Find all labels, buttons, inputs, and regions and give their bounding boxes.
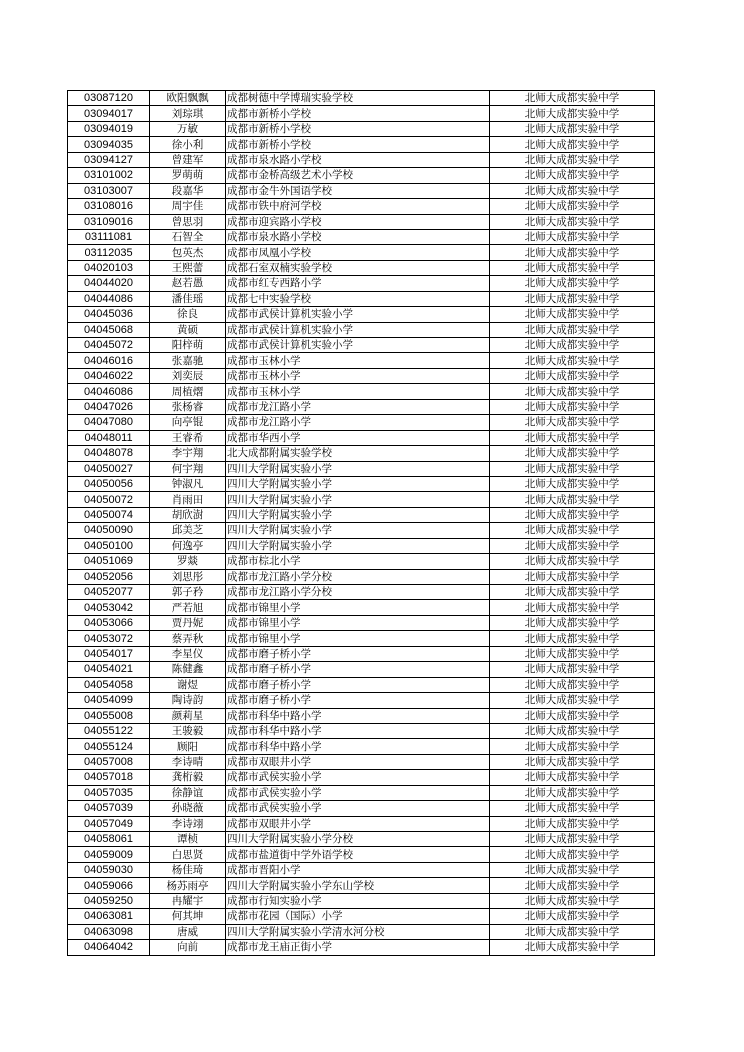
table-row (68, 646, 655, 661)
student-name-cell: 王熙蕾 (150, 260, 226, 275)
student-name-cell: 王睿希 (150, 430, 226, 445)
school-cell: 成都市武侯计算机实验小学 (226, 307, 490, 322)
student-id-cell: 04044086 (68, 291, 150, 306)
student-name-cell: 钟淑凡 (150, 476, 226, 491)
school-cell: 成都市迎宾路小学校 (226, 214, 490, 229)
school-cell: 成都树德中学博瑞实验学校 (226, 91, 490, 106)
destination-cell: 北师大成都实验中学 (490, 600, 655, 615)
destination-cell: 北师大成都实验中学 (490, 214, 655, 229)
table-row (68, 600, 655, 615)
student-name-cell: 罗燚 (150, 554, 226, 569)
table-row (68, 353, 655, 368)
destination-cell: 北师大成都实验中学 (490, 368, 655, 383)
destination-cell: 北师大成都实验中学 (490, 260, 655, 275)
student-name-cell: 向亭锟 (150, 415, 226, 430)
school-cell: 成都市磨子桥小学 (226, 662, 490, 677)
student-id-cell: 04045036 (68, 307, 150, 322)
table-row (68, 770, 655, 785)
school-cell: 四川大学附属实验小学 (226, 492, 490, 507)
destination-cell: 北师大成都实验中学 (490, 322, 655, 337)
table-row (68, 538, 655, 553)
school-cell: 成都市新桥小学校 (226, 106, 490, 121)
student-id-cell: 04046016 (68, 353, 150, 368)
school-cell: 成都市磨子桥小学 (226, 646, 490, 661)
destination-cell: 北师大成都实验中学 (490, 168, 655, 183)
school-cell: 成都市泉水路小学校 (226, 229, 490, 244)
table-row (68, 909, 655, 924)
school-cell: 四川大学附属实验小学 (226, 476, 490, 491)
student-id-cell: 03094035 (68, 137, 150, 152)
destination-cell: 北师大成都实验中学 (490, 291, 655, 306)
school-cell: 成都市金桥高级艺术小学校 (226, 168, 490, 183)
student-name-cell: 严若旭 (150, 600, 226, 615)
student-id-cell: 03094017 (68, 106, 150, 121)
student-id-cell: 04063081 (68, 909, 150, 924)
school-cell: 成都市铁中府河学校 (226, 199, 490, 214)
table-row (68, 677, 655, 692)
student-name-cell: 周植熠 (150, 384, 226, 399)
student-id-cell: 03109016 (68, 214, 150, 229)
student-id-cell: 04055008 (68, 708, 150, 723)
school-cell: 成都市泉水路小学校 (226, 152, 490, 167)
student-name-cell: 赵若愚 (150, 276, 226, 291)
student-id-cell: 04050074 (68, 507, 150, 522)
table-row (68, 229, 655, 244)
destination-cell: 北师大成都实验中学 (490, 523, 655, 538)
school-cell: 四川大学附属实验小学 (226, 461, 490, 476)
student-id-cell: 03087120 (68, 91, 150, 106)
school-cell: 成都市锦里小学 (226, 600, 490, 615)
student-name-cell: 贾丹妮 (150, 615, 226, 630)
table-row (68, 338, 655, 353)
student-id-cell: 03103007 (68, 183, 150, 198)
table-row (68, 754, 655, 769)
destination-cell: 北师大成都实验中学 (490, 832, 655, 847)
table-row (68, 152, 655, 167)
school-cell: 成都石室双楠实验学校 (226, 260, 490, 275)
school-cell: 成都市行知实验小学 (226, 893, 490, 908)
destination-cell: 北师大成都实验中学 (490, 847, 655, 862)
student-id-cell: 04050027 (68, 461, 150, 476)
table-row (68, 585, 655, 600)
destination-cell: 北师大成都实验中学 (490, 693, 655, 708)
student-name-cell: 黄硕 (150, 322, 226, 337)
destination-cell: 北师大成都实验中学 (490, 245, 655, 260)
destination-cell: 北师大成都实验中学 (490, 476, 655, 491)
student-id-cell: 04048011 (68, 430, 150, 445)
student-name-cell: 李诗翊 (150, 816, 226, 831)
student-id-cell: 04050090 (68, 523, 150, 538)
student-name-cell: 曾思羽 (150, 214, 226, 229)
table-row (68, 816, 655, 831)
destination-cell: 北师大成都实验中学 (490, 801, 655, 816)
student-id-cell: 04055124 (68, 739, 150, 754)
student-id-cell: 04044020 (68, 276, 150, 291)
student-name-cell: 陈健鑫 (150, 662, 226, 677)
student-id-cell: 04057039 (68, 801, 150, 816)
table-row (68, 862, 655, 877)
destination-cell: 北师大成都实验中学 (490, 785, 655, 800)
student-name-cell: 颜莉星 (150, 708, 226, 723)
destination-cell: 北师大成都实验中学 (490, 338, 655, 353)
destination-cell: 北师大成都实验中学 (490, 415, 655, 430)
student-name-cell: 阳梓萌 (150, 338, 226, 353)
destination-cell: 北师大成都实验中学 (490, 723, 655, 738)
student-id-cell: 04057035 (68, 785, 150, 800)
student-name-cell: 谢煜 (150, 677, 226, 692)
student-table (67, 90, 655, 956)
student-name-cell: 周宇佳 (150, 199, 226, 214)
student-name-cell: 张嘉驰 (150, 353, 226, 368)
student-name-cell: 唐威 (150, 924, 226, 939)
school-cell: 四川大学附属实验小学 (226, 507, 490, 522)
destination-cell: 北师大成都实验中学 (490, 909, 655, 924)
destination-cell: 北师大成都实验中学 (490, 152, 655, 167)
table-row (68, 368, 655, 383)
school-cell: 成都市红专西路小学 (226, 276, 490, 291)
destination-cell: 北师大成都实验中学 (490, 940, 655, 955)
student-id-cell: 04052056 (68, 569, 150, 584)
destination-cell: 北师大成都实验中学 (490, 446, 655, 461)
school-cell: 成都市磨子桥小学 (226, 693, 490, 708)
table-row (68, 693, 655, 708)
destination-cell: 北师大成都实验中学 (490, 554, 655, 569)
school-cell: 成都市凤凰小学校 (226, 245, 490, 260)
destination-cell: 北师大成都实验中学 (490, 199, 655, 214)
table-row (68, 199, 655, 214)
student-id-cell: 04064042 (68, 940, 150, 955)
student-id-cell: 04047080 (68, 415, 150, 430)
destination-cell: 北师大成都实验中学 (490, 384, 655, 399)
student-id-cell: 04047026 (68, 399, 150, 414)
student-name-cell: 蔡弄秋 (150, 631, 226, 646)
table-row (68, 569, 655, 584)
student-id-cell: 04054017 (68, 646, 150, 661)
school-cell: 成都市龙江路小学分校 (226, 585, 490, 600)
destination-cell: 北师大成都实验中学 (490, 137, 655, 152)
student-id-cell: 04050100 (68, 538, 150, 553)
student-id-cell: 04054021 (68, 662, 150, 677)
destination-cell: 北师大成都实验中学 (490, 615, 655, 630)
student-id-cell: 03108016 (68, 199, 150, 214)
destination-cell: 北师大成都实验中学 (490, 646, 655, 661)
student-name-cell: 冉耀宇 (150, 893, 226, 908)
student-id-cell: 03111081 (68, 229, 150, 244)
table-row (68, 878, 655, 893)
school-cell: 成都市新桥小学校 (226, 121, 490, 136)
table-row (68, 492, 655, 507)
student-name-cell: 徐静谊 (150, 785, 226, 800)
school-cell: 成都市晋阳小学 (226, 862, 490, 877)
table-row (68, 893, 655, 908)
school-cell: 成都市武侯计算机实验小学 (226, 338, 490, 353)
student-id-cell: 04050072 (68, 492, 150, 507)
destination-cell: 北师大成都实验中学 (490, 878, 655, 893)
table-row (68, 168, 655, 183)
destination-cell: 北师大成都实验中学 (490, 739, 655, 754)
school-cell: 成都市龙江路小学 (226, 399, 490, 414)
student-name-cell: 刘琮琪 (150, 106, 226, 121)
table-row (68, 461, 655, 476)
student-name-cell: 胡欣澍 (150, 507, 226, 522)
destination-cell: 北师大成都实验中学 (490, 538, 655, 553)
student-id-cell: 04020103 (68, 260, 150, 275)
destination-cell: 北师大成都实验中学 (490, 91, 655, 106)
school-cell: 成都市玉林小学 (226, 368, 490, 383)
student-id-cell: 04059030 (68, 862, 150, 877)
student-id-cell: 04058061 (68, 832, 150, 847)
school-cell: 成都市华西小学 (226, 430, 490, 445)
school-cell: 成都市武侯实验小学 (226, 770, 490, 785)
student-name-cell: 李诗晴 (150, 754, 226, 769)
destination-cell: 北师大成都实验中学 (490, 353, 655, 368)
destination-cell: 北师大成都实验中学 (490, 754, 655, 769)
student-name-cell: 孙晓薇 (150, 801, 226, 816)
student-name-cell: 徐小利 (150, 137, 226, 152)
student-name-cell: 邱美芝 (150, 523, 226, 538)
school-cell: 成都市双眼井小学 (226, 816, 490, 831)
destination-cell: 北师大成都实验中学 (490, 770, 655, 785)
student-id-cell: 03094019 (68, 121, 150, 136)
destination-cell: 北师大成都实验中学 (490, 924, 655, 939)
table-row (68, 384, 655, 399)
destination-cell: 北师大成都实验中学 (490, 816, 655, 831)
school-cell: 成都市花园（国际）小学 (226, 909, 490, 924)
school-cell: 成都市科华中路小学 (226, 739, 490, 754)
school-cell: 成都七中实验学校 (226, 291, 490, 306)
student-id-cell: 04053072 (68, 631, 150, 646)
school-cell: 成都市科华中路小学 (226, 723, 490, 738)
destination-cell: 北师大成都实验中学 (490, 862, 655, 877)
student-name-cell: 刘奕辰 (150, 368, 226, 383)
student-name-cell: 张杨睿 (150, 399, 226, 414)
destination-cell: 北师大成都实验中学 (490, 121, 655, 136)
student-name-cell: 何宇翔 (150, 461, 226, 476)
school-cell: 成都市玉林小学 (226, 384, 490, 399)
student-name-cell: 段嘉华 (150, 183, 226, 198)
table-row (68, 322, 655, 337)
school-cell: 四川大学附属实验小学分校 (226, 832, 490, 847)
table-row (68, 631, 655, 646)
table-row (68, 847, 655, 862)
table-row (68, 446, 655, 461)
table-row (68, 137, 655, 152)
school-cell: 成都市盐道街中学外语学校 (226, 847, 490, 862)
student-name-cell: 白思贤 (150, 847, 226, 862)
student-id-cell: 04059009 (68, 847, 150, 862)
table-row (68, 832, 655, 847)
student-id-cell: 04057049 (68, 816, 150, 831)
school-cell: 成都市双眼井小学 (226, 754, 490, 769)
student-id-cell: 03112035 (68, 245, 150, 260)
school-cell: 成都市龙江路小学 (226, 415, 490, 430)
table-body (68, 91, 655, 956)
student-id-cell: 04057018 (68, 770, 150, 785)
table-row (68, 801, 655, 816)
table-row (68, 415, 655, 430)
student-name-cell: 郭子矜 (150, 585, 226, 600)
table-row (68, 523, 655, 538)
destination-cell: 北师大成都实验中学 (490, 229, 655, 244)
table-row (68, 106, 655, 121)
student-name-cell: 王骏毅 (150, 723, 226, 738)
school-cell: 成都市锦里小学 (226, 615, 490, 630)
student-id-cell: 04057008 (68, 754, 150, 769)
table-row (68, 276, 655, 291)
student-id-cell: 04045072 (68, 338, 150, 353)
destination-cell: 北师大成都实验中学 (490, 276, 655, 291)
destination-cell: 北师大成都实验中学 (490, 507, 655, 522)
student-name-cell: 包英杰 (150, 245, 226, 260)
student-id-cell: 04048078 (68, 446, 150, 461)
destination-cell: 北师大成都实验中学 (490, 585, 655, 600)
destination-cell: 北师大成都实验中学 (490, 662, 655, 677)
table-row (68, 739, 655, 754)
table-row (68, 662, 655, 677)
school-cell: 四川大学附属实验小学 (226, 538, 490, 553)
school-cell: 成都市玉林小学 (226, 353, 490, 368)
student-name-cell: 李宇翔 (150, 446, 226, 461)
student-name-cell: 何逸亭 (150, 538, 226, 553)
school-cell: 成都市武侯实验小学 (226, 801, 490, 816)
school-cell: 成都市磨子桥小学 (226, 677, 490, 692)
destination-cell: 北师大成都实验中学 (490, 631, 655, 646)
student-name-cell: 罗萌萌 (150, 168, 226, 183)
school-cell: 四川大学附属实验小学清水河分校 (226, 924, 490, 939)
student-name-cell: 杨苏雨亭 (150, 878, 226, 893)
table-row (68, 476, 655, 491)
table-row (68, 214, 655, 229)
table-row (68, 399, 655, 414)
student-name-cell: 李星仪 (150, 646, 226, 661)
student-name-cell: 顾阳 (150, 739, 226, 754)
student-id-cell: 04046086 (68, 384, 150, 399)
student-name-cell: 谭桢 (150, 832, 226, 847)
destination-cell: 北师大成都实验中学 (490, 569, 655, 584)
student-id-cell: 04059250 (68, 893, 150, 908)
student-name-cell: 石智全 (150, 229, 226, 244)
school-cell: 成都市龙王庙正街小学 (226, 940, 490, 955)
student-id-cell: 04063098 (68, 924, 150, 939)
student-id-cell: 04053066 (68, 615, 150, 630)
destination-cell: 北师大成都实验中学 (490, 677, 655, 692)
student-name-cell: 向前 (150, 940, 226, 955)
table-row (68, 121, 655, 136)
table-row (68, 785, 655, 800)
destination-cell: 北师大成都实验中学 (490, 461, 655, 476)
table-row (68, 307, 655, 322)
table-row (68, 924, 655, 939)
school-cell: 四川大学附属实验小学东山学校 (226, 878, 490, 893)
student-id-cell: 03094127 (68, 152, 150, 167)
table-row (68, 183, 655, 198)
destination-cell: 北师大成都实验中学 (490, 430, 655, 445)
school-cell: 成都市武侯计算机实验小学 (226, 322, 490, 337)
table-row (68, 554, 655, 569)
student-name-cell: 欧阳飘飘 (150, 91, 226, 106)
destination-cell: 北师大成都实验中学 (490, 106, 655, 121)
student-name-cell: 陶诗韵 (150, 693, 226, 708)
school-cell: 成都市科华中路小学 (226, 708, 490, 723)
student-name-cell: 徐良 (150, 307, 226, 322)
destination-cell: 北师大成都实验中学 (490, 492, 655, 507)
destination-cell: 北师大成都实验中学 (490, 183, 655, 198)
table-row (68, 723, 655, 738)
student-name-cell: 龚桁毅 (150, 770, 226, 785)
table-row (68, 245, 655, 260)
table-row (68, 507, 655, 522)
student-name-cell: 潘佳瑶 (150, 291, 226, 306)
student-id-cell: 04054058 (68, 677, 150, 692)
student-name-cell: 何其坤 (150, 909, 226, 924)
table-row (68, 708, 655, 723)
destination-cell: 北师大成都实验中学 (490, 307, 655, 322)
table-row (68, 260, 655, 275)
destination-cell: 北师大成都实验中学 (490, 893, 655, 908)
school-cell: 北大成都附属实验学校 (226, 446, 490, 461)
student-name-cell: 曾建军 (150, 152, 226, 167)
student-name-cell: 刘思彤 (150, 569, 226, 584)
table-row (68, 91, 655, 106)
student-id-cell: 04054099 (68, 693, 150, 708)
student-id-cell: 04055122 (68, 723, 150, 738)
table-row (68, 291, 655, 306)
student-id-cell: 04053042 (68, 600, 150, 615)
student-id-cell: 03101002 (68, 168, 150, 183)
school-cell: 成都市棕北小学 (226, 554, 490, 569)
destination-cell: 北师大成都实验中学 (490, 708, 655, 723)
table-row (68, 940, 655, 955)
student-id-cell: 04046022 (68, 368, 150, 383)
student-name-cell: 万敏 (150, 121, 226, 136)
student-id-cell: 04052077 (68, 585, 150, 600)
student-id-cell: 04051069 (68, 554, 150, 569)
table-row (68, 430, 655, 445)
school-cell: 四川大学附属实验小学 (226, 523, 490, 538)
student-name-cell: 杨佳琦 (150, 862, 226, 877)
student-id-cell: 04045068 (68, 322, 150, 337)
student-id-cell: 04050056 (68, 476, 150, 491)
destination-cell: 北师大成都实验中学 (490, 399, 655, 414)
table-row (68, 615, 655, 630)
student-name-cell: 肖雨田 (150, 492, 226, 507)
school-cell: 成都市金牛外国语学校 (226, 183, 490, 198)
school-cell: 成都市龙江路小学分校 (226, 569, 490, 584)
school-cell: 成都市锦里小学 (226, 631, 490, 646)
student-id-cell: 04059066 (68, 878, 150, 893)
school-cell: 成都市新桥小学校 (226, 137, 490, 152)
school-cell: 成都市武侯实验小学 (226, 785, 490, 800)
